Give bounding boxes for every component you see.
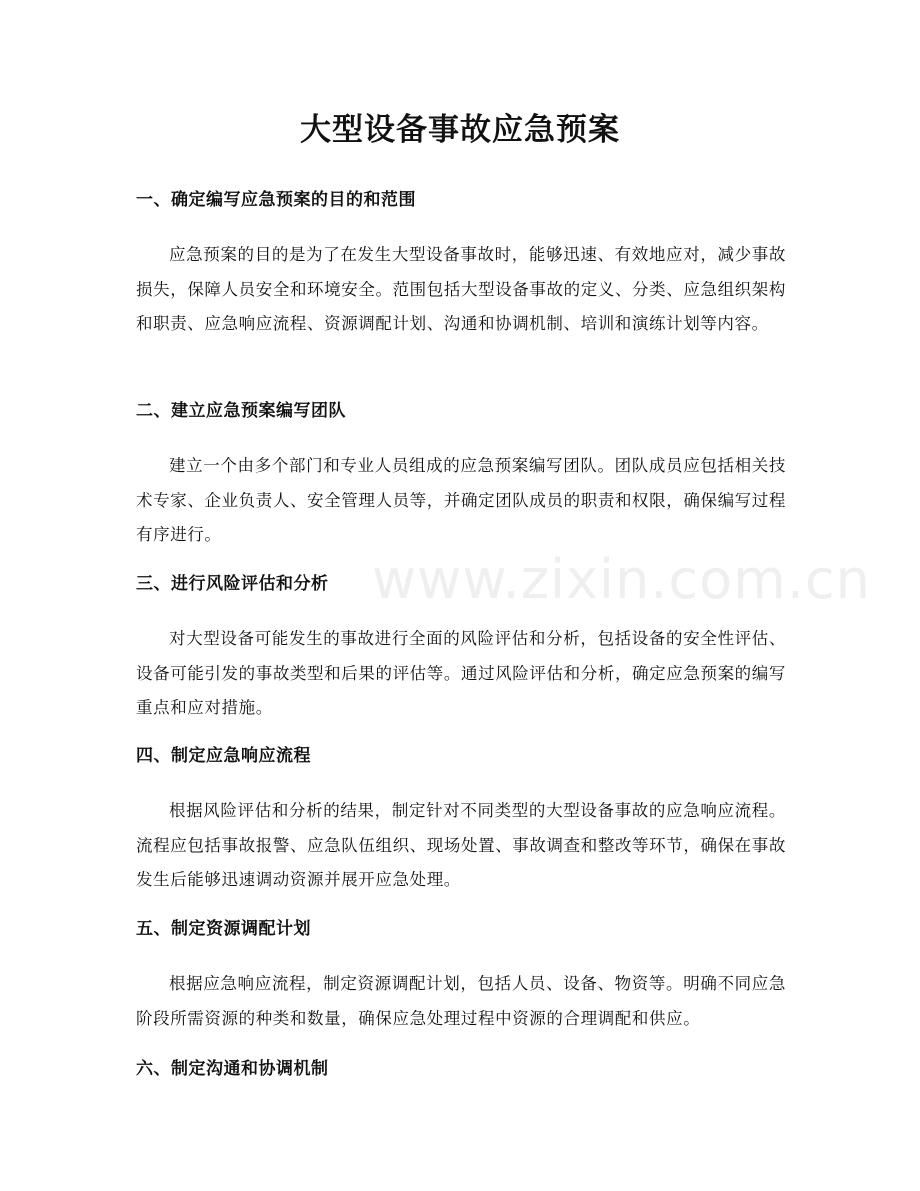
section-risk-assessment [136, 572, 786, 726]
section-heading: 二、建立应急预案编写团队 [136, 401, 346, 421]
section-heading: 一、确定编写应急预案的目的和范围 [136, 190, 416, 210]
document-title: 大型设备事故应急预案 [300, 112, 620, 148]
section-purpose-scope [136, 188, 786, 342]
section-heading: 三、进行风险评估和分析 [136, 574, 329, 594]
section-paragraph: 建立一个由多个部门和专业人员组成的应急预案编写团队。团队成员应包括相关技术专家、企业负责人、安全管理人员等，并确定团队成员的职责和权限，确保编写过程有序进行。 [136, 456, 786, 545]
section-heading: 六、制定沟通和协调机制 [136, 1059, 329, 1079]
section-paragraph: 应急预案的目的是为了在发生大型设备事故时，能够迅速、有效地应对，减少事故损失，保障人员安全和环境安全。范围包括大型设备事故的定义、分类、应急组织架构和职责、应急响应流程、资源调配计划、沟通和协调机制、培训和演练计划等内容。 [136, 245, 786, 334]
section-resource-plan [136, 917, 786, 1036]
watermark: www.zixin.com.cn [372, 548, 871, 611]
section-heading: 五、制定资源调配计划 [136, 919, 311, 939]
section-writing-team [136, 399, 786, 553]
section-paragraph: 对大型设备可能发生的事故进行全面的风险评估和分析，包括设备的安全性评估、设备可能引发的事故类型和后果的评估等。通过风险评估和分析，确定应急预案的编写重点和应对措施。 [136, 629, 786, 718]
section-response-process [136, 744, 786, 898]
section-paragraph: 根据风险评估和分析的结果，制定针对不同类型的大型设备事故的应急响应流程。流程应包括事故报警、应急队伍组织、现场处置、事故调查和整改等环节，确保在事故发生后能够迅速调动资源并展开应急处理。 [136, 801, 786, 890]
section-paragraph: 根据应急响应流程，制定资源调配计划，包括人员、设备、物资等。明确不同应急阶段所需资源的种类和数量，确保应急处理过程中资源的合理调配和供应。 [136, 974, 786, 1028]
section-communication [136, 1057, 786, 1081]
section-heading: 四、制定应急响应流程 [136, 746, 311, 766]
